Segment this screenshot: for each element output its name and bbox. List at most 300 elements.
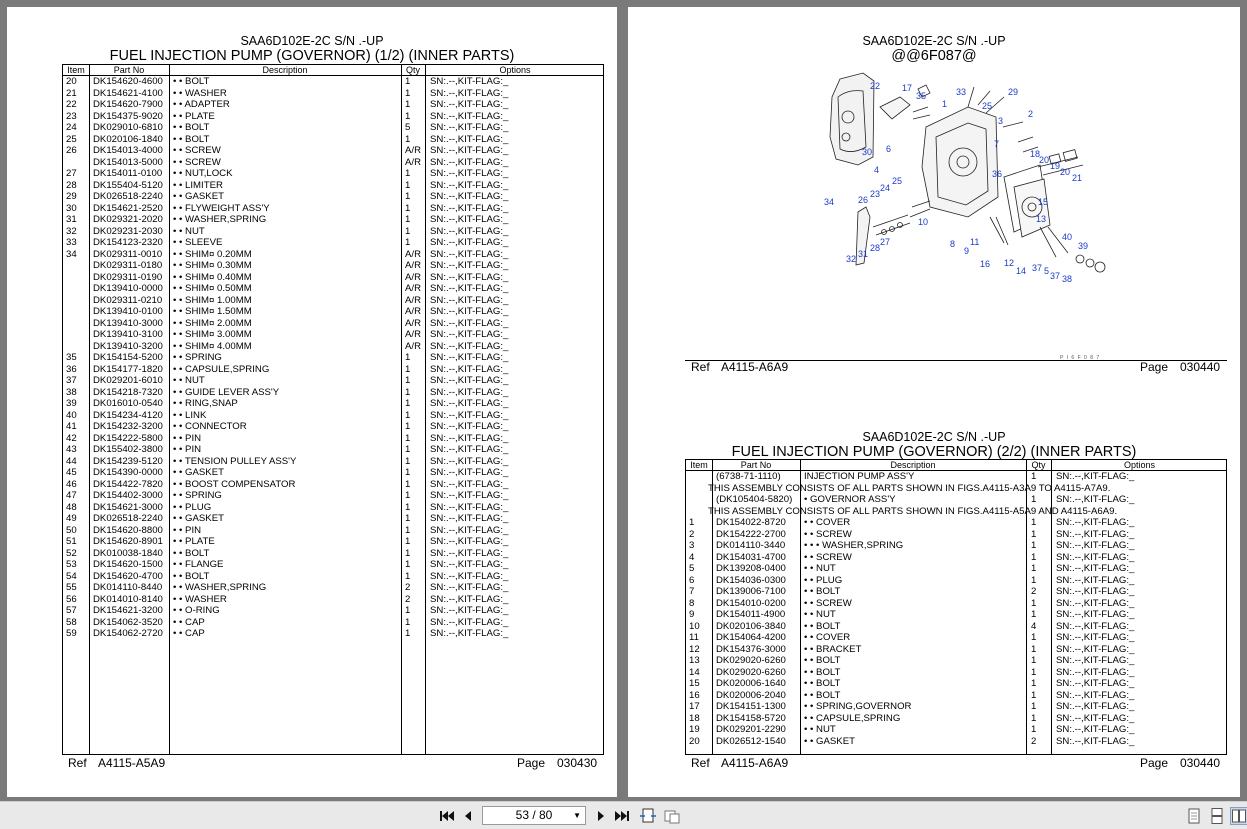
options-cell: SN:.--,KIT-FLAG:_ — [430, 260, 509, 271]
options-cell: SN:.--,KIT-FLAG:_ — [430, 329, 509, 340]
item-cell: 57 — [66, 605, 77, 616]
qty-cell: 1 — [405, 352, 411, 363]
table-row — [686, 736, 1226, 748]
qty-cell: 1 — [1031, 551, 1037, 563]
table-row — [63, 318, 603, 330]
table-row — [686, 586, 1226, 598]
svg-text:3: 3 — [998, 116, 1004, 126]
options-cell: SN:.--,KIT-FLAG:_ — [430, 99, 509, 110]
qty-cell: 1 — [1031, 643, 1037, 655]
description-cell: • • BOLT — [804, 655, 841, 666]
right-ref-label: Ref — [691, 756, 710, 770]
options-cell: SN:.--,KIT-FLAG:_ — [430, 145, 509, 156]
description-cell: • • SHIM¤ 1.00MM — [173, 294, 252, 306]
item-cell: 10 — [689, 620, 700, 632]
fit-page-icon[interactable] — [639, 807, 657, 825]
table-row — [63, 617, 603, 629]
qty-cell: 1 — [1031, 712, 1037, 724]
description-cell: • • PIN — [173, 524, 202, 536]
part-no-cell: DK016010-0540 — [93, 398, 163, 409]
right-page — [628, 7, 1240, 797]
description-cell: • • BOLT — [804, 666, 841, 678]
item-cell: 13 — [689, 655, 700, 666]
item-cell: 19 — [689, 724, 700, 735]
item-cell: 54 — [66, 570, 77, 582]
description-cell: • • NUT — [804, 724, 836, 735]
item-cell: 15 — [689, 678, 700, 689]
qty-cell: 1 — [405, 467, 411, 478]
svg-text:21: 21 — [1072, 173, 1083, 183]
svg-text:16: 16 — [980, 259, 991, 269]
col-header-description: Description — [890, 460, 936, 470]
description-cell: • • SCREW — [804, 551, 852, 563]
item-cell: 56 — [66, 593, 77, 605]
prev-page-icon[interactable] — [459, 807, 477, 825]
options-cell: SN:.--,KIT-FLAG:_ — [1056, 643, 1135, 655]
options-cell: SN:.--,KIT-FLAG:_ — [430, 271, 509, 283]
options-cell: SN:.--,KIT-FLAG:_ — [430, 570, 509, 582]
part-no-cell: DK029321-2020 — [93, 214, 163, 225]
svg-text:9: 9 — [964, 246, 970, 256]
item-cell: 51 — [66, 536, 77, 547]
part-no-cell: DK154064-4200 — [716, 632, 786, 643]
right-page-value: 030440 — [1180, 756, 1221, 770]
description-cell: • • SHIM¤ 1.50MM — [173, 306, 252, 317]
description-cell: • • SPRING,GOVERNOR — [804, 701, 912, 712]
description-cell: • • GUIDE LEVER ASS'Y — [173, 386, 280, 398]
svg-text:2: 2 — [1028, 109, 1034, 119]
qty-cell: 1 — [405, 432, 411, 444]
options-cell: SN:.--,KIT-FLAG:_ — [430, 202, 509, 214]
item-cell: 34 — [66, 248, 77, 260]
part-no-cell: DK154621-2520 — [93, 202, 163, 214]
two-page-view-icon[interactable] — [1230, 807, 1247, 825]
options-cell: SN:.--,KIT-FLAG:_ — [430, 87, 509, 99]
qty-cell: 1 — [405, 513, 411, 524]
right-top-page-label: Page — [1140, 360, 1169, 374]
description-cell: • • TENSION PULLEY ASS'Y — [173, 455, 297, 467]
part-no-cell: DK154218-7320 — [93, 386, 163, 398]
options-cell: SN:.--,KIT-FLAG:_ — [430, 559, 509, 570]
qty-cell: 1 — [405, 478, 411, 490]
right-top-ref-label: Ref — [691, 360, 710, 374]
description-cell: • • PLATE — [173, 110, 215, 122]
svg-text:4: 4 — [874, 165, 880, 175]
right-parts-table — [685, 459, 1227, 755]
options-cell: SN:.--,KIT-FLAG:_ — [430, 214, 509, 225]
part-no-cell: DK139410-3000 — [93, 317, 163, 329]
table-row — [686, 655, 1226, 667]
col-header-part-no: Part No — [740, 460, 772, 470]
description-cell: • • • WASHER,SPRING — [804, 540, 904, 551]
qty-cell: 1 — [405, 547, 411, 559]
options-cell: SN:.--,KIT-FLAG:_ — [430, 628, 509, 639]
item-cell: 20 — [689, 735, 700, 747]
part-no-cell: DK154154-5200 — [93, 352, 163, 363]
description-cell: • • LIMITER — [173, 179, 223, 191]
description-cell: • • GASKET — [804, 735, 855, 747]
qty-cell: 4 — [1031, 620, 1037, 632]
part-no-cell: DK154013-5000 — [93, 156, 163, 168]
qty-cell: 1 — [405, 444, 411, 455]
svg-text:25: 25 — [892, 176, 903, 186]
options-cell: SN:.--,KIT-FLAG:_ — [430, 122, 509, 133]
part-no-cell: DK139410-0000 — [93, 283, 163, 294]
svg-text:29: 29 — [1008, 87, 1019, 97]
table-row — [686, 575, 1226, 587]
options-cell: SN:.--,KIT-FLAG:_ — [1056, 666, 1135, 678]
options-cell: SN:.--,KIT-FLAG:_ — [1056, 689, 1135, 701]
svg-text:22: 22 — [870, 81, 881, 91]
col-header-item: Item — [690, 460, 708, 470]
item-cell: 7 — [689, 586, 695, 597]
description-cell: • • BOLT — [173, 570, 210, 582]
options-cell: SN:.--,KIT-FLAG:_ — [1056, 574, 1135, 586]
table-row — [63, 226, 603, 238]
next-page-icon[interactable] — [592, 807, 610, 825]
item-cell: 5 — [689, 563, 695, 574]
part-no-cell: DK026512-1540 — [716, 735, 786, 747]
description-cell: • • WASHER — [173, 593, 227, 605]
qty-cell: 1 — [405, 386, 411, 398]
table-row — [63, 502, 603, 514]
chevron-down-icon[interactable]: ▼ — [573, 811, 581, 820]
description-cell: • • SHIM¤ 0.50MM — [173, 283, 252, 294]
qty-cell: 1 — [405, 455, 411, 467]
item-cell: 14 — [689, 666, 700, 678]
qty-cell: A/R — [405, 340, 421, 352]
left-ref-value: A4115-A5A9 — [98, 756, 166, 770]
qty-cell: A/R — [405, 156, 421, 168]
assembly-note — [686, 483, 1226, 495]
qty-cell: 1 — [405, 421, 411, 432]
item-cell: 26 — [66, 145, 77, 156]
item-cell: 12 — [689, 643, 700, 655]
part-no-cell: DK154062-2720 — [93, 628, 163, 639]
options-cell: SN:.--,KIT-FLAG:_ — [1056, 540, 1135, 551]
exploded-parts-diagram — [818, 67, 1108, 292]
options-cell: SN:.--,KIT-FLAG:_ — [1056, 678, 1135, 689]
table-row — [63, 467, 603, 479]
description-cell: • • CAP — [173, 616, 205, 628]
options-cell: SN:.--,KIT-FLAG:_ — [1056, 597, 1135, 609]
description-cell: • • SCREW — [173, 145, 221, 156]
svg-text:30: 30 — [862, 147, 873, 157]
qty-cell: A/R — [405, 248, 421, 260]
table-row — [686, 540, 1226, 552]
qty-cell: 1 — [1031, 655, 1037, 666]
continuous-view-icon[interactable] — [1208, 807, 1226, 825]
table-row — [63, 444, 603, 456]
options-cell: SN:.--,KIT-FLAG:_ — [430, 478, 509, 490]
qty-cell: 1 — [405, 524, 411, 536]
table-row — [63, 548, 603, 560]
description-cell: • • SHIM¤ 4.00MM — [173, 340, 252, 352]
table-row — [63, 272, 603, 284]
item-cell: 42 — [66, 432, 77, 444]
qty-cell: 1 — [405, 225, 411, 237]
description-cell: • • PIN — [173, 432, 202, 444]
left-parts-table — [62, 64, 604, 755]
table-row — [63, 99, 603, 111]
options-cell: SN:.--,KIT-FLAG:_ — [430, 352, 509, 363]
table-row — [63, 513, 603, 525]
description-cell: • • NUT — [173, 225, 205, 237]
part-no-cell: DK139410-3200 — [93, 340, 163, 352]
description-cell: • • PLUG — [173, 501, 212, 513]
item-cell: 36 — [66, 363, 77, 375]
description-cell: • • NUT,LOCK — [173, 168, 233, 179]
svg-text:33: 33 — [956, 87, 967, 97]
table-row — [63, 582, 603, 594]
table-row — [63, 605, 603, 617]
options-cell: SN:.--,KIT-FLAG:_ — [1056, 724, 1135, 735]
table-row — [63, 364, 603, 376]
left-model-header: SAA6D102E-2C S/N .-UP — [240, 34, 384, 48]
assembly-note — [686, 506, 1226, 518]
qty-cell: 1 — [405, 628, 411, 639]
item-cell: 30 — [66, 202, 77, 214]
qty-cell: 1 — [405, 375, 411, 386]
item-cell: 50 — [66, 524, 77, 536]
left-ref-label: Ref — [68, 756, 87, 770]
item-cell: 27 — [66, 168, 77, 179]
part-no-cell: DK014110-3440 — [716, 540, 786, 551]
part-no-cell: DK154620-7900 — [93, 99, 163, 110]
description-cell: • • BOLT — [173, 547, 210, 559]
fit-width-icon[interactable] — [663, 807, 681, 825]
options-cell: SN:.--,KIT-FLAG:_ — [430, 501, 509, 513]
qty-cell: 1 — [1031, 701, 1037, 712]
page-indicator: 53 / 80 — [515, 808, 553, 822]
options-cell: SN:.--,KIT-FLAG:_ — [430, 375, 509, 386]
description-cell: • • SCREW — [173, 156, 221, 168]
right-ref-value: A4115-A6A9 — [721, 756, 789, 770]
part-no-cell: DK154011-4900 — [716, 609, 786, 620]
item-cell: 29 — [66, 191, 77, 202]
description-cell: • • WASHER — [173, 87, 227, 99]
assembly-part-cell: (DK105404-5820) — [716, 494, 793, 505]
qty-cell: A/R — [405, 306, 421, 317]
assembly-desc-cell: • GOVERNOR ASS'Y — [804, 494, 896, 505]
description-cell: • • GASKET — [173, 191, 224, 202]
qty-cell: A/R — [405, 317, 421, 329]
part-no-cell: DK154013-4000 — [93, 145, 163, 156]
options-cell: SN:.--,KIT-FLAG:_ — [430, 582, 509, 593]
options-cell: SN:.--,KIT-FLAG:_ — [430, 455, 509, 467]
item-cell: 21 — [66, 87, 77, 99]
part-no-cell: DK139208-0400 — [716, 563, 786, 574]
svg-text:31: 31 — [858, 249, 869, 259]
table-row — [63, 237, 603, 249]
description-cell: • • COVER — [804, 632, 851, 643]
qty-cell: 1 — [405, 398, 411, 409]
description-cell: • • SCREW — [804, 528, 852, 540]
col-header-item: Item — [67, 65, 85, 75]
description-cell: • • NUT — [804, 609, 836, 620]
col-header-part-no: Part No — [113, 65, 145, 75]
item-cell: 33 — [66, 237, 77, 248]
part-no-cell: DK154620-1500 — [93, 559, 163, 570]
qty-cell: A/R — [405, 260, 421, 271]
part-no-cell: DK154222-2700 — [716, 528, 786, 540]
table-row — [686, 563, 1226, 575]
item-cell: 37 — [66, 375, 77, 386]
page-number-input[interactable] — [482, 806, 586, 825]
qty-cell: 2 — [405, 593, 411, 605]
svg-text:11: 11 — [970, 237, 980, 247]
item-cell: 24 — [66, 122, 77, 133]
options-cell: SN:.--,KIT-FLAG:_ — [430, 444, 509, 455]
options-cell: SN:.--,KIT-FLAG:_ — [1056, 655, 1135, 666]
svg-text:36: 36 — [992, 169, 1003, 179]
item-cell: 2 — [689, 528, 695, 540]
first-page-icon[interactable] — [438, 807, 456, 825]
qty-cell: 1 — [405, 110, 411, 122]
item-cell: 28 — [66, 179, 77, 191]
part-no-cell: DK154621-3000 — [93, 501, 163, 513]
part-no-cell: DK155402-3800 — [93, 444, 163, 455]
left-page-label: Page — [517, 756, 546, 770]
options-cell: SN:.--,KIT-FLAG:_ — [430, 398, 509, 409]
description-cell: • • CAP — [173, 628, 205, 639]
options-cell: SN:.--,KIT-FLAG:_ — [1056, 701, 1135, 712]
svg-text:7: 7 — [994, 139, 1000, 149]
item-cell: 47 — [66, 490, 77, 501]
assembly-qty-cell: 1 — [1031, 471, 1037, 482]
table-row — [63, 341, 603, 353]
part-no-cell: DK154620-4600 — [93, 76, 163, 87]
part-no-cell: DK139410-3100 — [93, 329, 163, 340]
description-cell: • • O-RING — [173, 605, 220, 616]
description-cell: • • NUT — [804, 563, 836, 574]
description-cell: • • SHIM¤ 2.00MM — [173, 317, 252, 329]
single-page-view-icon[interactable] — [1185, 807, 1203, 825]
item-cell: 20 — [66, 76, 77, 87]
part-no-cell: DK154376-3000 — [716, 643, 786, 655]
description-cell: • • BOLT — [804, 678, 841, 689]
options-cell: SN:.--,KIT-FLAG:_ — [430, 409, 509, 421]
svg-text:40: 40 — [1062, 232, 1073, 242]
table-row — [686, 701, 1226, 713]
table-row — [63, 329, 603, 341]
description-cell: • • CONNECTOR — [173, 421, 247, 432]
table-row — [63, 122, 603, 134]
assembly-opt-cell: SN:.--,KIT-FLAG:_ — [1056, 494, 1135, 505]
description-cell: • • SHIM¤ 0.20MM — [173, 248, 252, 260]
options-cell: SN:.--,KIT-FLAG:_ — [430, 294, 509, 306]
qty-cell: A/R — [405, 329, 421, 340]
description-cell: • • RING,SNAP — [173, 398, 238, 409]
part-no-cell: DK139410-0100 — [93, 306, 163, 317]
part-no-cell: DK154151-1300 — [716, 701, 786, 712]
table-row — [63, 352, 603, 364]
qty-cell: 1 — [405, 409, 411, 421]
part-no-cell: DK029231-2030 — [93, 225, 163, 237]
part-no-cell: DK154390-0000 — [93, 467, 163, 478]
part-no-cell: DK029201-6010 — [93, 375, 163, 386]
item-cell: 6 — [689, 574, 695, 586]
table-row — [686, 517, 1226, 529]
options-cell: SN:.--,KIT-FLAG:_ — [430, 490, 509, 501]
options-cell: SN:.--,KIT-FLAG:_ — [1056, 735, 1135, 747]
table-row — [63, 283, 603, 295]
qty-cell: 2 — [1031, 586, 1037, 597]
options-cell: SN:.--,KIT-FLAG:_ — [1056, 586, 1135, 597]
table-row — [63, 490, 603, 502]
table-row — [63, 191, 603, 203]
description-cell: • • SPRING — [173, 352, 222, 363]
item-cell: 39 — [66, 398, 77, 409]
description-cell: • • COVER — [804, 517, 851, 528]
qty-cell: 1 — [405, 501, 411, 513]
part-no-cell: DK020006-1640 — [716, 678, 786, 689]
options-cell: SN:.--,KIT-FLAG:_ — [430, 110, 509, 122]
part-no-cell: DK154011-0100 — [93, 168, 163, 179]
table-row — [63, 594, 603, 606]
svg-text:8: 8 — [950, 239, 956, 249]
part-no-cell: DK154177-1820 — [93, 363, 163, 375]
qty-cell: 1 — [1031, 609, 1037, 620]
qty-cell: 1 — [1031, 597, 1037, 609]
table-row — [63, 387, 603, 399]
svg-text:32: 32 — [846, 254, 857, 264]
qty-cell: A/R — [405, 283, 421, 294]
table-row — [63, 456, 603, 468]
svg-text:12: 12 — [1004, 258, 1015, 268]
table-row — [686, 667, 1226, 679]
table-row — [686, 644, 1226, 656]
qty-cell: 1 — [405, 237, 411, 248]
item-cell: 45 — [66, 467, 77, 478]
part-no-cell: DK154239-5120 — [93, 455, 163, 467]
options-cell: SN:.--,KIT-FLAG:_ — [430, 616, 509, 628]
col-header-options: Options — [499, 65, 531, 75]
description-cell: • • BOLT — [173, 76, 210, 87]
table-row — [63, 249, 603, 261]
svg-text:10: 10 — [918, 217, 929, 227]
part-no-cell: DK014110-8440 — [93, 582, 163, 593]
options-cell: SN:.--,KIT-FLAG:_ — [1056, 712, 1135, 724]
qty-cell: 1 — [405, 363, 411, 375]
qty-cell: 1 — [405, 616, 411, 628]
qty-cell: 1 — [1031, 574, 1037, 586]
assembly-row — [686, 494, 1226, 506]
assembly-row — [686, 471, 1226, 483]
description-cell: • • PLUG — [804, 574, 843, 586]
right-page-label: Page — [1140, 756, 1169, 770]
table-row — [686, 724, 1226, 736]
table-row — [63, 433, 603, 445]
last-page-icon[interactable] — [613, 807, 631, 825]
table-row — [63, 157, 603, 169]
part-no-cell: DK154031-4700 — [716, 551, 786, 563]
left-page — [7, 7, 617, 797]
part-no-cell: DK029020-6260 — [716, 666, 786, 678]
options-cell: SN:.--,KIT-FLAG:_ — [1056, 563, 1135, 574]
part-no-cell: DK154010-0200 — [716, 597, 786, 609]
description-cell: • • NUT — [173, 375, 205, 386]
options-cell: SN:.--,KIT-FLAG:_ — [430, 432, 509, 444]
qty-cell: 1 — [405, 570, 411, 582]
part-no-cell: DK154620-8800 — [93, 524, 163, 536]
table-row — [63, 536, 603, 548]
qty-cell: 1 — [405, 202, 411, 214]
description-cell: • • BOOST COMPENSATOR — [173, 478, 296, 490]
table-row — [686, 690, 1226, 702]
table-row — [63, 410, 603, 422]
part-no-cell: DK154222-5800 — [93, 432, 163, 444]
